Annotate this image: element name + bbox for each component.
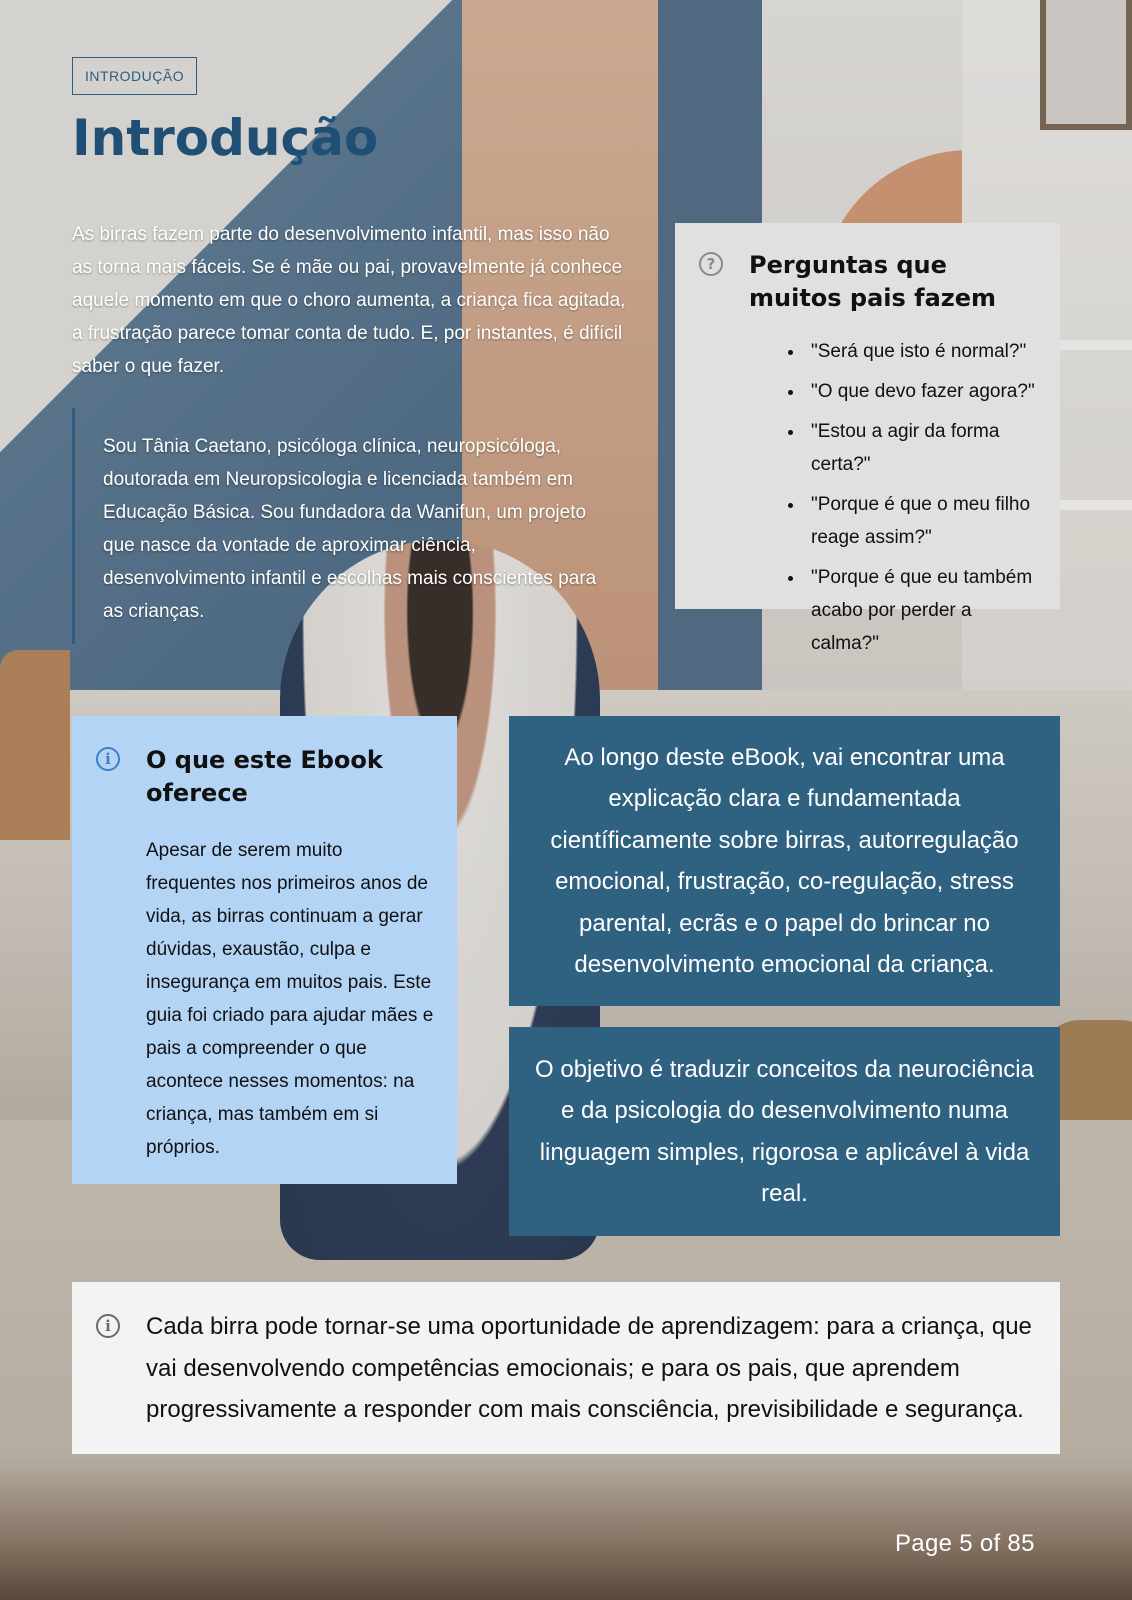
page-number: Page 5 of 85	[895, 1530, 1035, 1557]
list-item: • "Será que isto é normal?"	[805, 335, 1038, 368]
page-title: Introdução	[72, 109, 379, 167]
info-circle-icon: i	[96, 747, 120, 771]
ebook-offer-body: Apesar de serem muito frequentes nos primeiros anos de vida, as birras continuam a gerar dúvidas, exaustão, culpa e insegurança em muitos pais. Este guia foi criado para ajudar mães e pais a compreender o que acontece nesses momentos: na criança, mas também em si próprios.	[146, 840, 434, 1158]
closing-card	[72, 1282, 1060, 1454]
ebook-offer-card	[72, 716, 457, 1184]
question-circle-icon: ?	[699, 252, 723, 276]
author-quote-text: Sou Tânia Caetano, psicóloga clínica, neuropsicóloga, doutorada em Neuropsicologia e licenciada também em Educação Básica. Sou fundadora da Wanifun, um projeto que nasce da vontade de aproximar ciência, desenvolvimento infantil e escolhas mais conscientes para as crianças.	[103, 436, 597, 622]
intro-paragraph: As birras fazem parte do desenvolvimento infantil, mas isso não as torna mais fáceis. Se é mãe ou pai, provavelmente já conhece aquele momento em que o choro aumenta, a criança fica agitada, a frustração parece tomar conta de tudo. E, por instantes, é difícil saber o que fazer.	[72, 224, 626, 377]
list-item: • "Estou a agir da forma certa?"	[805, 415, 1038, 481]
author-quote	[72, 408, 612, 644]
questions-card	[675, 223, 1060, 654]
questions-list	[699, 335, 1038, 660]
objective-text: O objetivo é traduzir conceitos da neurociência e da psicologia do desenvolvimento numa linguagem simples, rigorosa e aplicável à vida real.	[535, 1055, 1034, 1207]
questions-card-header	[699, 249, 1038, 315]
ebook-offer-title: O que este Ebook oferece	[146, 746, 383, 807]
list-item: • "Porque é que o meu filho reage assim?"	[805, 488, 1038, 554]
highlight-card	[509, 716, 1060, 1006]
highlight-text: Ao longo deste eBook, vai encontrar uma explicação clara e fundamentada científicamente sobre birras, autorregulação emocional, frustração, co-regulação, stress parental, ecrãs e o papel do brincar no desenvolvimento emocional da criança.	[550, 743, 1019, 978]
list-item: • "Porque é que eu também acabo por perder a calma?"	[805, 561, 1038, 660]
questions-card-title: Perguntas que muitos pais fazem	[749, 251, 997, 312]
info-circle-icon: i	[96, 1314, 120, 1338]
ebook-offer-header	[96, 744, 435, 810]
section-label: INTRODUÇÃO	[72, 57, 197, 95]
closing-text: Cada birra pode tornar-se uma oportunidade de aprendizagem: para a criança, que vai desenvolvendo competências emocionais; e para os pais, que aprendem progressivamente a responder com mais consciência, previsibilidade e segurança.	[146, 1313, 1032, 1423]
list-item: • "O que devo fazer agora?"	[805, 375, 1038, 408]
objective-card	[509, 1027, 1060, 1236]
